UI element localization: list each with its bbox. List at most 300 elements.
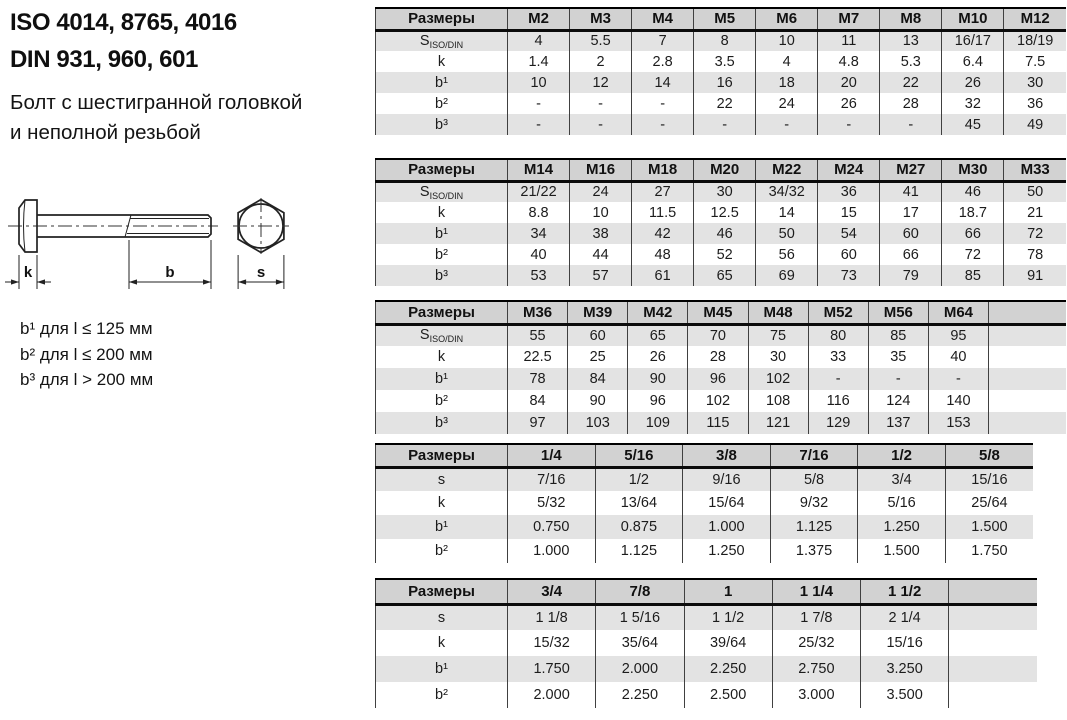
table-cell: 41 bbox=[880, 181, 942, 202]
table-cell: 15/32 bbox=[508, 630, 596, 656]
table-cell: 52 bbox=[694, 244, 756, 265]
table-cell: 18 bbox=[756, 72, 818, 93]
table-cell: 95 bbox=[928, 324, 988, 346]
table-row bbox=[376, 202, 1067, 223]
table-cell: 20 bbox=[818, 72, 880, 93]
table-cell: 11.5 bbox=[632, 202, 694, 223]
table-cell: 1 1/2 bbox=[684, 604, 772, 630]
table-cell: 65 bbox=[628, 324, 688, 346]
table-cell: 4 bbox=[756, 51, 818, 72]
table-cell: 10 bbox=[570, 202, 632, 223]
table-cell: 73 bbox=[818, 265, 880, 286]
table-cell: 1.000 bbox=[508, 539, 596, 563]
row-label: k bbox=[376, 491, 508, 515]
table-cell: 39/64 bbox=[684, 630, 772, 656]
table-cell: 3/4 bbox=[858, 467, 946, 491]
table-cell: 21 bbox=[1004, 202, 1066, 223]
table-cell: 10 bbox=[508, 72, 570, 93]
table-cell: 53 bbox=[508, 265, 570, 286]
table-cell: - bbox=[694, 114, 756, 135]
table-cell: 2 1/4 bbox=[861, 604, 949, 630]
table-row bbox=[376, 467, 1034, 491]
column-header: M33 bbox=[1004, 159, 1066, 181]
table-row bbox=[376, 181, 1067, 202]
table-cell: - bbox=[508, 93, 570, 114]
column-header: M22 bbox=[756, 159, 818, 181]
table-cell: 15/16 bbox=[945, 467, 1033, 491]
table-cell: 1 7/8 bbox=[772, 604, 860, 630]
row-label: b³ bbox=[376, 114, 508, 135]
row-label: b¹ bbox=[376, 223, 508, 244]
table-cell: 56 bbox=[756, 244, 818, 265]
table-cell bbox=[989, 324, 1067, 346]
table-cell: - bbox=[570, 93, 632, 114]
table-cell: 79 bbox=[880, 265, 942, 286]
table-cell: 30 bbox=[694, 181, 756, 202]
table-cell: 65 bbox=[694, 265, 756, 286]
sizes-header-label: Размеры bbox=[376, 8, 508, 30]
standards-title bbox=[10, 4, 237, 78]
table-cell bbox=[989, 346, 1067, 368]
column-header: 7/16 bbox=[770, 444, 858, 467]
table-cell: 10 bbox=[756, 30, 818, 51]
table-cell: 7.5 bbox=[1004, 51, 1066, 72]
row-label: b² bbox=[376, 682, 508, 708]
table-cell: 2.500 bbox=[684, 682, 772, 708]
column-header: 5/8 bbox=[945, 444, 1033, 467]
table-cell: 1.000 bbox=[683, 515, 771, 539]
table-row bbox=[376, 604, 1038, 630]
table-cell: 91 bbox=[1004, 265, 1066, 286]
table-row bbox=[376, 630, 1038, 656]
table-cell: 26 bbox=[942, 72, 1004, 93]
table-row bbox=[376, 656, 1038, 682]
table-cell: 84 bbox=[508, 390, 568, 412]
table-cell: 7 bbox=[632, 30, 694, 51]
column-header: M6 bbox=[756, 8, 818, 30]
table-metric-m14-m33 bbox=[375, 158, 1066, 286]
iso-standards-line: ISO 4014, 8765, 4016 bbox=[10, 9, 237, 36]
table-row bbox=[376, 491, 1034, 515]
row-label: b¹ bbox=[376, 72, 508, 93]
column-header: M16 bbox=[570, 159, 632, 181]
column-header: 7/8 bbox=[596, 579, 684, 604]
table-cell: 1 5/16 bbox=[596, 604, 684, 630]
table-cell: 9/16 bbox=[683, 467, 771, 491]
column-header: M20 bbox=[694, 159, 756, 181]
table-cell: 103 bbox=[568, 412, 628, 434]
row-label: b¹ bbox=[376, 515, 508, 539]
b-dim-label: b bbox=[165, 264, 175, 281]
table-cell: 18/19 bbox=[1004, 30, 1066, 51]
table-cell: - bbox=[928, 368, 988, 390]
table-cell: 1.375 bbox=[770, 539, 858, 563]
table-cell: 25/32 bbox=[772, 630, 860, 656]
product-description bbox=[10, 88, 302, 148]
table-row bbox=[376, 114, 1067, 135]
table-cell: 26 bbox=[818, 93, 880, 114]
table-cell: 96 bbox=[688, 368, 748, 390]
column-header: 1/4 bbox=[508, 444, 596, 467]
table-row bbox=[376, 72, 1067, 93]
table-cell: 121 bbox=[748, 412, 808, 434]
column-header: 5/16 bbox=[595, 444, 683, 467]
column-header: 1 1/2 bbox=[861, 579, 949, 604]
table-cell: 129 bbox=[808, 412, 868, 434]
table-cell: 78 bbox=[1004, 244, 1066, 265]
table-cell: 14 bbox=[756, 202, 818, 223]
table-cell: 2.250 bbox=[596, 682, 684, 708]
table-cell: 35 bbox=[868, 346, 928, 368]
row-label: b² bbox=[376, 244, 508, 265]
table-cell: 33 bbox=[808, 346, 868, 368]
table-cell: 4 bbox=[508, 30, 570, 51]
table-cell: 48 bbox=[632, 244, 694, 265]
table-cell bbox=[989, 390, 1067, 412]
table-cell: 21/22 bbox=[508, 181, 570, 202]
table-cell: 5.5 bbox=[570, 30, 632, 51]
table-cell: 80 bbox=[808, 324, 868, 346]
table-cell: 5/32 bbox=[508, 491, 596, 515]
table-cell: 72 bbox=[1004, 223, 1066, 244]
table-cell: 2.750 bbox=[772, 656, 860, 682]
table-cell: 46 bbox=[694, 223, 756, 244]
table-cell: 30 bbox=[1004, 72, 1066, 93]
table-cell: 2.000 bbox=[508, 682, 596, 708]
b-arrow-right bbox=[203, 279, 211, 284]
table-cell bbox=[949, 604, 1037, 630]
sizes-header-label: Размеры bbox=[376, 444, 508, 467]
table-cell: 28 bbox=[688, 346, 748, 368]
row-label: s bbox=[376, 467, 508, 491]
table-cell: 3.250 bbox=[861, 656, 949, 682]
table-cell: 22 bbox=[880, 72, 942, 93]
column-header-empty bbox=[949, 579, 1037, 604]
row-label: b² bbox=[376, 93, 508, 114]
table-inch-large bbox=[375, 578, 1037, 708]
table-cell: 18.7 bbox=[942, 202, 1004, 223]
column-header: M39 bbox=[568, 301, 628, 324]
table-cell: 27 bbox=[632, 181, 694, 202]
table-cell: 66 bbox=[880, 244, 942, 265]
table-cell: 1.250 bbox=[858, 515, 946, 539]
table-row bbox=[376, 346, 1067, 368]
table-cell: 84 bbox=[568, 368, 628, 390]
inch-3-4-to-1-1-2 bbox=[375, 578, 1037, 708]
row-label: k bbox=[376, 202, 508, 223]
table-cell: - bbox=[756, 114, 818, 135]
table-row bbox=[376, 51, 1067, 72]
description-line-2: и неполной резьбой bbox=[10, 121, 201, 144]
din-standards-line: DIN 931, 960, 601 bbox=[10, 46, 199, 73]
row-label: k bbox=[376, 51, 508, 72]
table-cell bbox=[949, 630, 1037, 656]
table-cell: 9/32 bbox=[770, 491, 858, 515]
table-cell: 15 bbox=[818, 202, 880, 223]
table-row bbox=[376, 390, 1067, 412]
row-label: b¹ bbox=[376, 656, 508, 682]
sizes-header-label: Размеры bbox=[376, 159, 508, 181]
table-row bbox=[376, 412, 1067, 434]
table-cell: 0.750 bbox=[508, 515, 596, 539]
table-cell: 30 bbox=[748, 346, 808, 368]
table-cell: 1/2 bbox=[595, 467, 683, 491]
inch-1-4-to-5-8 bbox=[375, 443, 1033, 563]
table-cell: 40 bbox=[508, 244, 570, 265]
table-cell: 2.8 bbox=[632, 51, 694, 72]
column-header: M7 bbox=[818, 8, 880, 30]
column-header: M10 bbox=[942, 8, 1004, 30]
table-row bbox=[376, 244, 1067, 265]
column-header: M27 bbox=[880, 159, 942, 181]
table-cell: 35/64 bbox=[596, 630, 684, 656]
table-cell: 5/16 bbox=[858, 491, 946, 515]
table-cell: 1.250 bbox=[683, 539, 771, 563]
table-cell: 137 bbox=[868, 412, 928, 434]
table-cell: 90 bbox=[628, 368, 688, 390]
table-cell: 1.500 bbox=[858, 539, 946, 563]
table-cell: 60 bbox=[880, 223, 942, 244]
table-cell: 24 bbox=[756, 93, 818, 114]
column-header: 1 1/4 bbox=[772, 579, 860, 604]
table-cell: 26 bbox=[628, 346, 688, 368]
k-dim-label: k bbox=[23, 264, 33, 281]
table-cell: 57 bbox=[570, 265, 632, 286]
table-cell: 16 bbox=[694, 72, 756, 93]
table-cell bbox=[989, 412, 1067, 434]
table-row bbox=[376, 368, 1067, 390]
table-cell: 1 1/8 bbox=[508, 604, 596, 630]
table-cell: 22 bbox=[694, 93, 756, 114]
table-cell: 8.8 bbox=[508, 202, 570, 223]
column-header: M3 bbox=[570, 8, 632, 30]
column-header: M56 bbox=[868, 301, 928, 324]
table-cell: 17 bbox=[880, 202, 942, 223]
table-cell: 32 bbox=[942, 93, 1004, 114]
row-label: k bbox=[376, 630, 508, 656]
table-cell: 124 bbox=[868, 390, 928, 412]
row-label: $S_{ISO/DIN}$ bbox=[376, 181, 508, 202]
description-line-1: Болт с шестигранной головкой bbox=[10, 91, 303, 114]
table-cell: 116 bbox=[808, 390, 868, 412]
metric-m36-m64 bbox=[375, 300, 1066, 434]
table-cell: 5/8 bbox=[770, 467, 858, 491]
table-row bbox=[376, 539, 1034, 563]
s-arrow-left bbox=[238, 279, 246, 284]
table-cell: 2.250 bbox=[684, 656, 772, 682]
table-cell: 54 bbox=[818, 223, 880, 244]
table-cell: 34 bbox=[508, 223, 570, 244]
column-header: M30 bbox=[942, 159, 1004, 181]
table-cell: 1.750 bbox=[508, 656, 596, 682]
column-header: M18 bbox=[632, 159, 694, 181]
table-inch-small bbox=[375, 443, 1033, 563]
row-label: b² bbox=[376, 390, 508, 412]
table-cell: 28 bbox=[880, 93, 942, 114]
column-header: 1 bbox=[684, 579, 772, 604]
table-cell: 34/32 bbox=[756, 181, 818, 202]
table-cell: 50 bbox=[756, 223, 818, 244]
table-cell: - bbox=[808, 368, 868, 390]
table-cell: 115 bbox=[688, 412, 748, 434]
column-header: M45 bbox=[688, 301, 748, 324]
table-cell: 50 bbox=[1004, 181, 1066, 202]
table-cell: 12.5 bbox=[694, 202, 756, 223]
table-cell: 3.5 bbox=[694, 51, 756, 72]
table-cell: 1.4 bbox=[508, 51, 570, 72]
table-cell: 25 bbox=[568, 346, 628, 368]
table-cell: 61 bbox=[632, 265, 694, 286]
row-label: $S_{ISO/DIN}$ bbox=[376, 30, 508, 51]
table-cell: 8 bbox=[694, 30, 756, 51]
table-cell: 1.750 bbox=[945, 539, 1033, 563]
table-cell: 13/64 bbox=[595, 491, 683, 515]
table-cell: - bbox=[508, 114, 570, 135]
table-cell: 7/16 bbox=[508, 467, 596, 491]
table-cell: - bbox=[868, 368, 928, 390]
table-row bbox=[376, 93, 1067, 114]
table-cell: 97 bbox=[508, 412, 568, 434]
table-cell: 2 bbox=[570, 51, 632, 72]
table-cell: 15/64 bbox=[683, 491, 771, 515]
table-row bbox=[376, 324, 1067, 346]
column-header: M2 bbox=[508, 8, 570, 30]
table-cell: 14 bbox=[632, 72, 694, 93]
table-cell: 78 bbox=[508, 368, 568, 390]
note-b3: b³ для l > 200 мм bbox=[20, 370, 154, 389]
table-cell: 109 bbox=[628, 412, 688, 434]
column-header: M12 bbox=[1004, 8, 1066, 30]
table-cell: 24 bbox=[570, 181, 632, 202]
table-cell: 1.500 bbox=[945, 515, 1033, 539]
table-cell: 2.000 bbox=[596, 656, 684, 682]
table-cell: 12 bbox=[570, 72, 632, 93]
table-row bbox=[376, 30, 1067, 51]
table-row bbox=[376, 223, 1067, 244]
column-header: M64 bbox=[928, 301, 988, 324]
table-cell: 38 bbox=[570, 223, 632, 244]
table-cell bbox=[989, 368, 1067, 390]
row-label: b³ bbox=[376, 412, 508, 434]
table-cell: 60 bbox=[818, 244, 880, 265]
table-cell: 85 bbox=[942, 265, 1004, 286]
table-cell: 3.000 bbox=[772, 682, 860, 708]
row-label: s bbox=[376, 604, 508, 630]
column-header: M24 bbox=[818, 159, 880, 181]
table-cell: 44 bbox=[570, 244, 632, 265]
column-header: M42 bbox=[628, 301, 688, 324]
s-dim-label: s bbox=[256, 264, 266, 281]
table-cell: - bbox=[632, 114, 694, 135]
sizes-header-label: Размеры bbox=[376, 579, 508, 604]
table-row bbox=[376, 515, 1034, 539]
table-cell: 1.125 bbox=[770, 515, 858, 539]
table-cell: 55 bbox=[508, 324, 568, 346]
table-cell: 49 bbox=[1004, 114, 1066, 135]
table-cell: 45 bbox=[942, 114, 1004, 135]
table-cell: 85 bbox=[868, 324, 928, 346]
table-cell: 69 bbox=[756, 265, 818, 286]
table-cell: 60 bbox=[568, 324, 628, 346]
table-cell: 102 bbox=[748, 368, 808, 390]
column-header: 3/4 bbox=[508, 579, 596, 604]
table-cell: 153 bbox=[928, 412, 988, 434]
table-cell: 0.875 bbox=[595, 515, 683, 539]
note-b1: b¹ для l ≤ 125 мм bbox=[20, 319, 153, 338]
column-header: 3/8 bbox=[683, 444, 771, 467]
row-label: b² bbox=[376, 539, 508, 563]
k-arrow-left bbox=[11, 279, 19, 284]
thread-length-notes bbox=[20, 316, 153, 393]
table-cell: 40 bbox=[928, 346, 988, 368]
column-header: M14 bbox=[508, 159, 570, 181]
column-header: M4 bbox=[632, 8, 694, 30]
row-label: b³ bbox=[376, 265, 508, 286]
head-facet-line bbox=[24, 200, 26, 252]
table-cell: 66 bbox=[942, 223, 1004, 244]
table-cell: 46 bbox=[942, 181, 1004, 202]
table-cell: 96 bbox=[628, 390, 688, 412]
metric-m14-m33 bbox=[375, 158, 1066, 286]
table-cell: 140 bbox=[928, 390, 988, 412]
table-cell: 1.125 bbox=[595, 539, 683, 563]
b-arrow-left bbox=[129, 279, 137, 284]
table-cell: 70 bbox=[688, 324, 748, 346]
table-cell: 4.8 bbox=[818, 51, 880, 72]
table-cell: - bbox=[570, 114, 632, 135]
table-row bbox=[376, 682, 1038, 708]
table-cell: 25/64 bbox=[945, 491, 1033, 515]
column-header: M5 bbox=[694, 8, 756, 30]
table-cell: 102 bbox=[688, 390, 748, 412]
column-header: M48 bbox=[748, 301, 808, 324]
column-header-empty bbox=[989, 301, 1067, 324]
table-cell: 15/16 bbox=[861, 630, 949, 656]
column-header: M8 bbox=[880, 8, 942, 30]
table-cell: 36 bbox=[1004, 93, 1066, 114]
table-cell: 6.4 bbox=[942, 51, 1004, 72]
row-label: $S_{ISO/DIN}$ bbox=[376, 324, 508, 346]
table-cell: - bbox=[880, 114, 942, 135]
table-cell: 5.3 bbox=[880, 51, 942, 72]
note-b2: b² для l ≤ 200 мм bbox=[20, 344, 153, 364]
table-cell: 42 bbox=[632, 223, 694, 244]
table-cell: 11 bbox=[818, 30, 880, 51]
table-cell: 108 bbox=[748, 390, 808, 412]
table-cell: 22.5 bbox=[508, 346, 568, 368]
table-cell: 72 bbox=[942, 244, 1004, 265]
table-cell: 36 bbox=[818, 181, 880, 202]
table-cell: - bbox=[818, 114, 880, 135]
table-cell: 13 bbox=[880, 30, 942, 51]
row-label: b¹ bbox=[376, 368, 508, 390]
table-cell: 3.500 bbox=[861, 682, 949, 708]
table-cell bbox=[949, 682, 1037, 708]
table-cell bbox=[949, 656, 1037, 682]
column-header: 1/2 bbox=[858, 444, 946, 467]
table-row bbox=[376, 265, 1067, 286]
k-arrow-right bbox=[37, 279, 45, 284]
table-cell: 75 bbox=[748, 324, 808, 346]
table-cell: 16/17 bbox=[942, 30, 1004, 51]
table-metric-m36-m64 bbox=[375, 300, 1066, 434]
s-arrow-right bbox=[276, 279, 284, 284]
table-metric-m2-m12 bbox=[375, 7, 1066, 135]
sizes-header-label: Размеры bbox=[376, 301, 508, 324]
bolt-technical-drawing bbox=[2, 182, 322, 310]
column-header: M52 bbox=[808, 301, 868, 324]
column-header: M36 bbox=[508, 301, 568, 324]
